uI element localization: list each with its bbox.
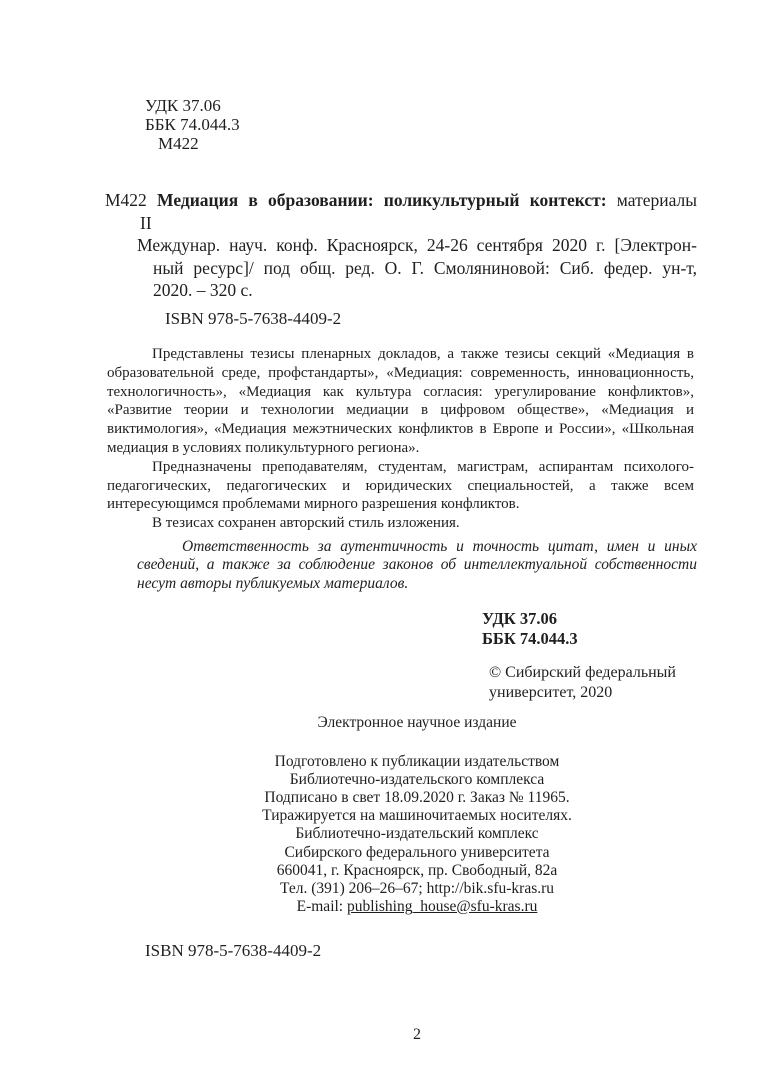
colophon-line: Библиотечно-издательского комплекса: [289, 771, 545, 789]
annotation-paragraph-2: Предназначены преподавателям, студентам, магистрам, аспирантам психолого-педагогических, педагогических и юридических специальностей, а также всем интересующимся проблемами мирного разрешения конфликтов.: [107, 458, 694, 513]
phone-text: Тел. (391) 206–26–67;: [279, 879, 427, 897]
colophon-line: Библиотечно-издательский комплекс: [295, 825, 539, 843]
colophon-line: Тиражируется на машиночитаемых носителях.: [262, 807, 572, 825]
disclaimer-text: Ответственность за аутентичность и точность цитат, имен и иных сведений, а также за соблюдение законов об интеллектуальной собственности несут авторы публикуемых материалов.: [137, 538, 697, 592]
copyright-notice: [489, 663, 676, 702]
colophon-line: Подписано в свет 18.09.2020 г. Заказ № 11965.: [264, 789, 570, 807]
catalog-entry-line-5: 2020. – 320 с.: [153, 280, 253, 301]
book-title: Медиация в образовании: поликультурный контекст:: [157, 190, 607, 210]
website-url: http://bik.sfu-kras.ru: [426, 879, 555, 897]
copyright-line-2: университет, 2020: [489, 683, 613, 701]
author-sign-code: М422: [158, 134, 199, 153]
copyright-line-1: © Сибирский федеральный: [489, 664, 676, 681]
phone-line: [137, 880, 697, 898]
colophon-line: 660041, г. Красноярск, пр. Свободный, 82а: [276, 861, 558, 879]
annotation-paragraph-3: В тезисах сохранен авторский стиль изложения.: [152, 515, 460, 532]
catalog-entry-line-2: II: [140, 212, 152, 233]
disclaimer-block: [137, 538, 697, 593]
email-link[interactable]: publishing_house@sfu-kras.ru: [347, 897, 538, 915]
annotation-paragraph-1: Представлены тезисы пленарных докладов, а также тезисы секций «Медиация в образовательной среде, профстандарты», «Медиация: современность, инновационность, технологичность», «Медиация как культура согласия: урегулирование конфликтов», «Развитие теории и технологии медиации в цифровом обществе», «Медиация и виктимология», «Медиация межэтнических конфликтов в Европе и России», «Школьная медиация в условиях поликультурного региона».: [107, 346, 694, 456]
colophon-line: Подготовлено к публикации издательством: [274, 753, 560, 771]
page-number: 2: [413, 1026, 421, 1043]
isbn-top: ISBN 978-5-7638-4409-2: [165, 309, 342, 328]
catalog-entry-label: М422: [105, 190, 147, 210]
colophon-line: Сибирского федерального университета: [284, 843, 550, 861]
edition-type: Электронное научное издание: [317, 714, 517, 731]
isbn-bottom: ISBN 978-5-7638-4409-2: [145, 941, 322, 960]
colophon: [137, 714, 697, 916]
email-line: [137, 898, 697, 916]
catalog-entry-line-1: [105, 189, 697, 212]
catalog-entry-line-4: ный ресурс]/ под общ. ред. О. Г. Смоляниновой: Сиб. федер. ун-т,: [153, 257, 697, 278]
bbk-code-right: ББК 74.044.3: [482, 628, 578, 648]
cataloging-codes-top: [145, 96, 240, 153]
email-label: E-mail:: [296, 897, 347, 915]
annotation-block: [107, 345, 694, 533]
catalog-entry-line-3: Междунар. науч. конф. Красноярск, 24-26 сентября 2020 г. [Электрон-: [137, 235, 697, 256]
cataloging-codes-right: [482, 609, 578, 648]
udk-code-right: УДК 37.06: [482, 609, 558, 628]
udk-code-top: УДК 37.06: [145, 96, 221, 115]
book-title-rest: материалы: [616, 190, 698, 210]
bbk-code-top: ББК 74.044.3: [145, 115, 240, 134]
catalog-entry: [105, 189, 697, 302]
